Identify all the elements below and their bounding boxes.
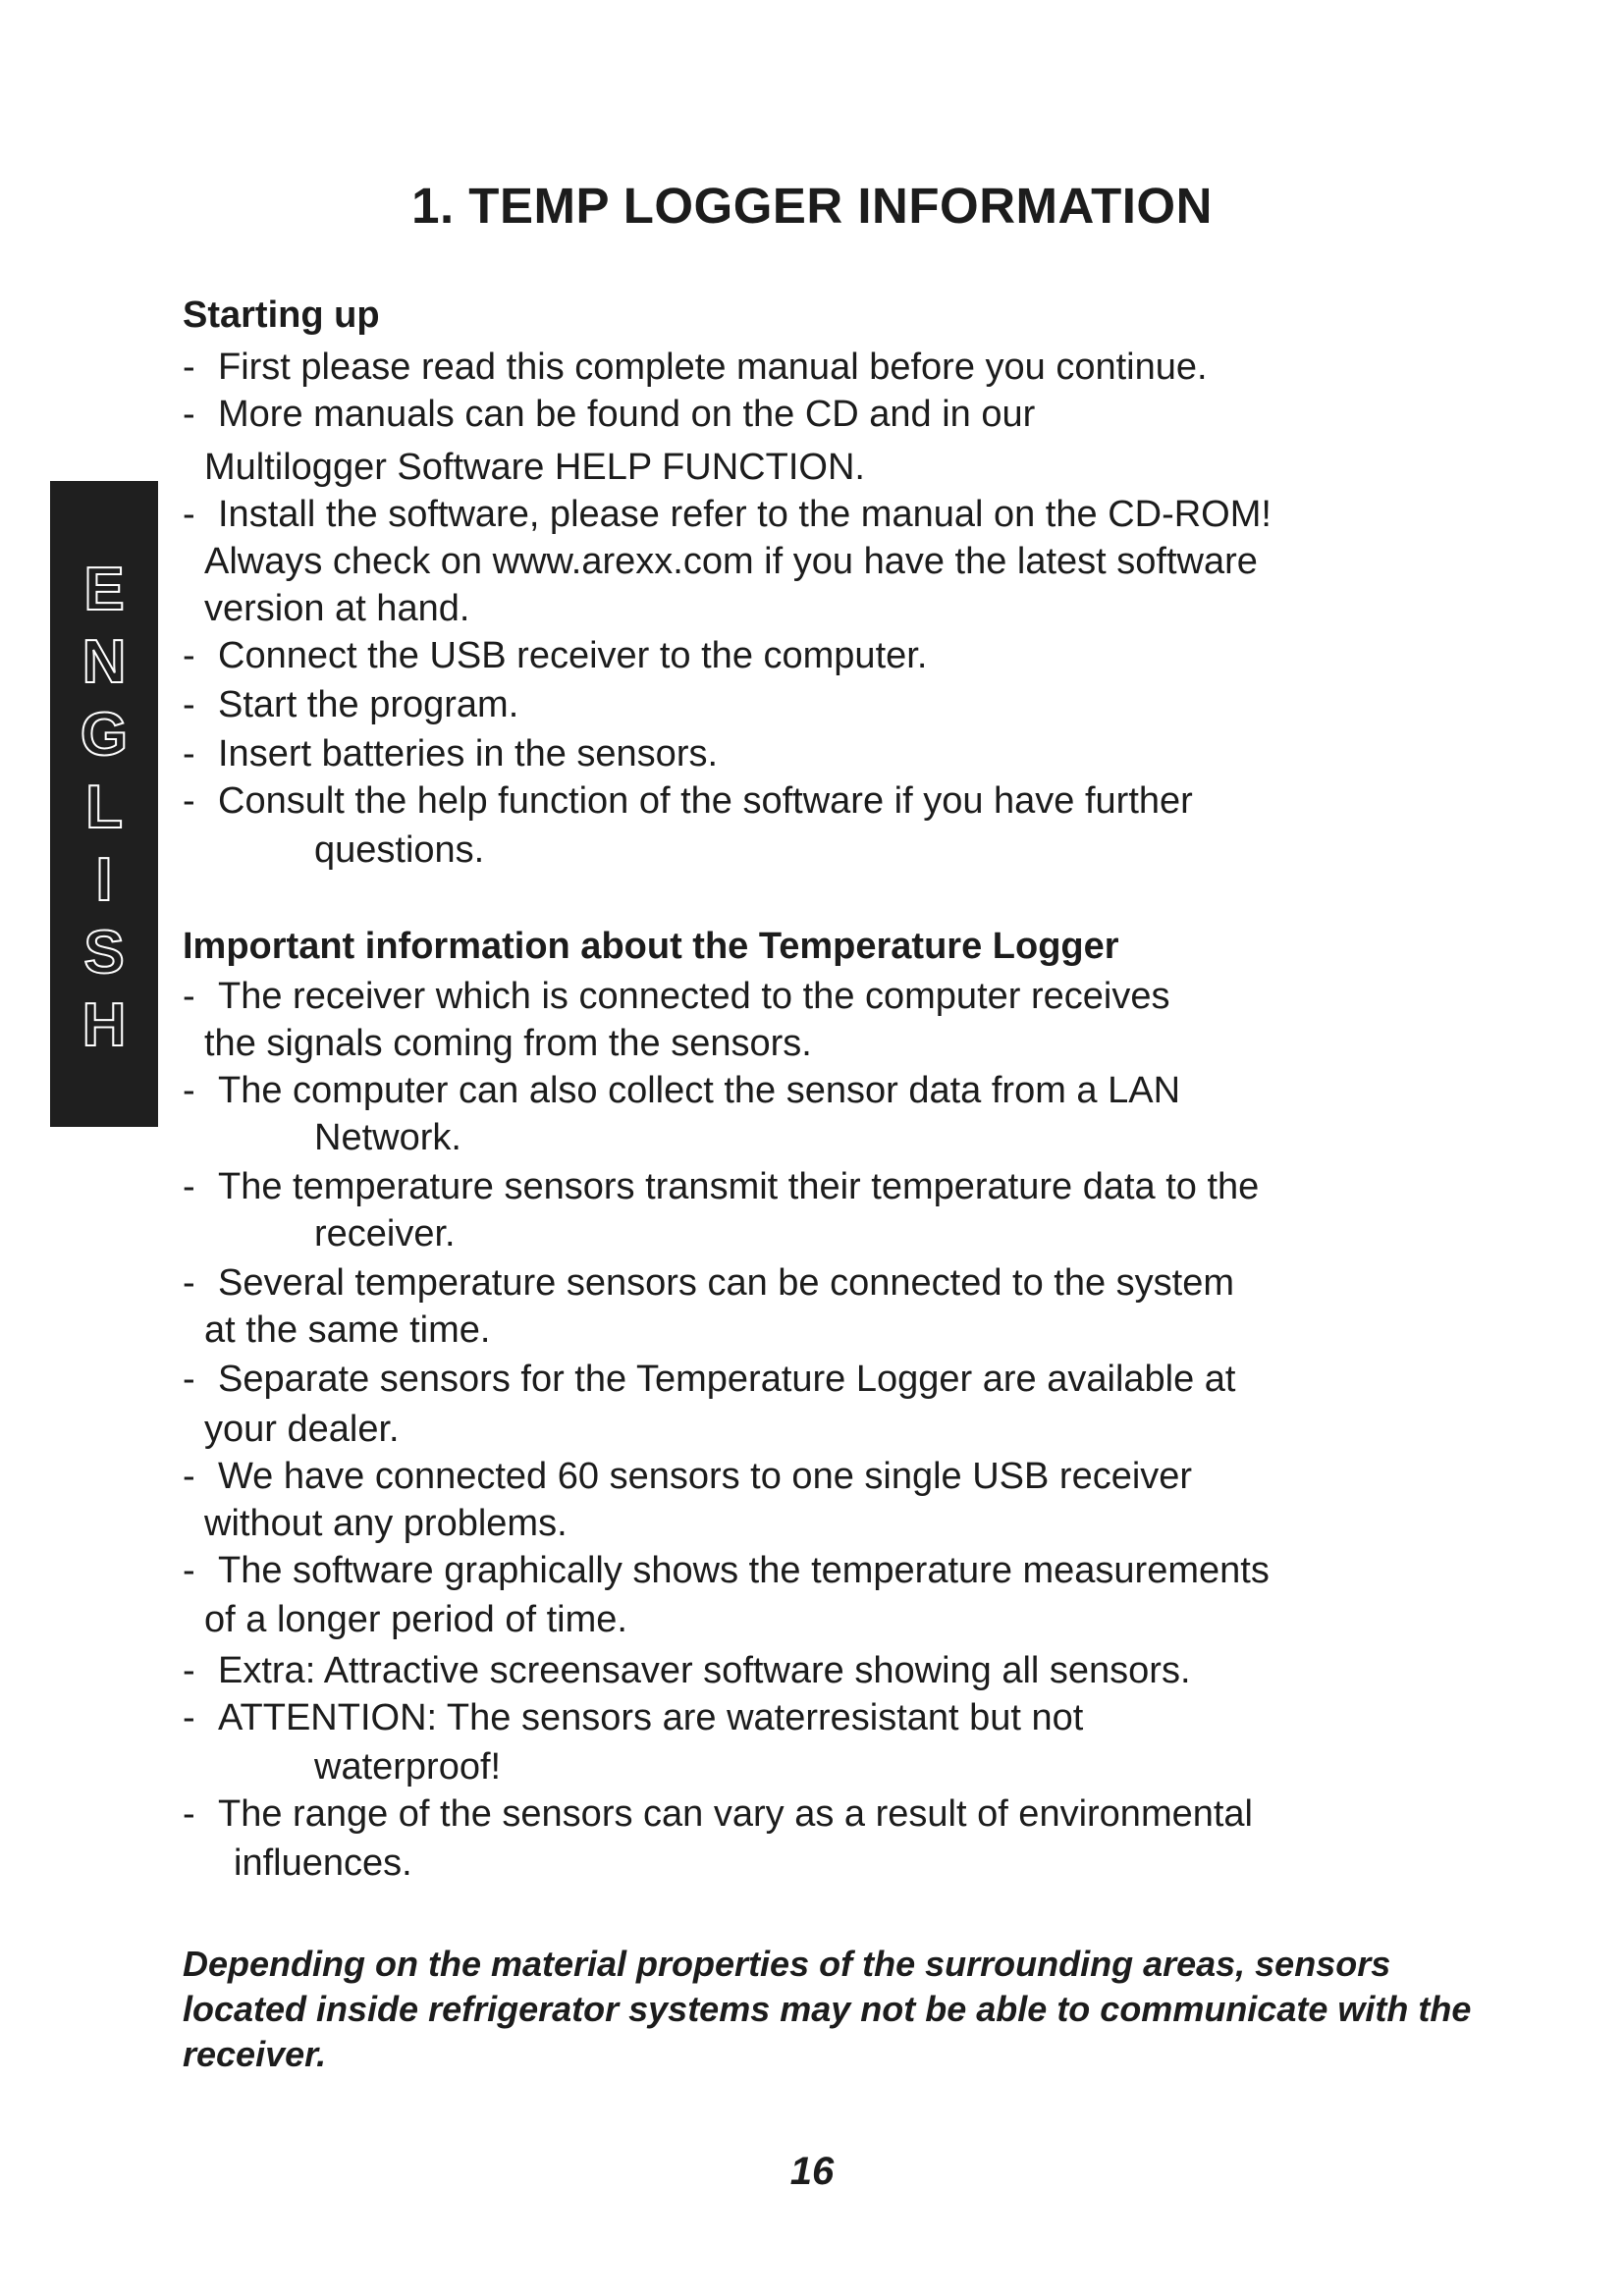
list-item-continuation: without any problems. [204, 1503, 568, 1544]
bullet-dash: - [183, 1550, 195, 1591]
bullet-dash: - [183, 1359, 195, 1400]
list-item-text: The computer can also collect the sensor data from a LAN [218, 1070, 1181, 1111]
bullet-dash: - [183, 733, 195, 774]
list-item-text: Start the program. [218, 684, 519, 725]
list-item-text: The temperature sensors transmit their temperature data to the [218, 1166, 1260, 1207]
list-item-continuation: Multilogger Software HELP FUNCTION. [204, 447, 865, 488]
list-item-continuation: the signals coming from the sensors. [204, 1023, 812, 1064]
list-item-text: Separate sensors for the Temperature Logger are available at [218, 1359, 1236, 1400]
list-item-text: More manuals can be found on the CD and in our [218, 394, 1036, 435]
list-item-text: We have connected 60 sensors to one single USB receiver [218, 1456, 1193, 1497]
list-item-continuation: waterproof! [314, 1746, 502, 1788]
list-item-text: Extra: Attractive screensaver software showing all sensors. [218, 1650, 1191, 1691]
refrigerator-note: Depending on the material properties of the surrounding areas, sensors located inside refrigerator systems may not be able to communicate with the receiver. [183, 1944, 1472, 2074]
page-title: 1. TEMP LOGGER INFORMATION [411, 178, 1213, 234]
bullet-dash: - [183, 1697, 195, 1738]
bullet-dash: - [183, 394, 195, 435]
side-tab-letter: E [83, 556, 125, 623]
list-item-text: Consult the help function of the software if you have further [218, 780, 1193, 822]
bullet-dash: - [183, 1650, 195, 1691]
bullet-dash: - [183, 1166, 195, 1207]
language-side-tab [50, 481, 158, 1127]
list-item-text: Connect the USB receiver to the computer. [218, 635, 928, 676]
section-heading-important-information: Important information about the Temperature Logger [183, 926, 1119, 967]
side-tab-letter: N [81, 628, 127, 696]
side-tab-letter: H [81, 991, 127, 1059]
bullet-dash: - [183, 780, 195, 822]
list-item-text: First please read this complete manual before you continue. [218, 347, 1208, 388]
bullet-dash: - [183, 976, 195, 1017]
list-item-text: The software graphically shows the temperature measurements [218, 1550, 1270, 1591]
side-tab-letter: S [83, 919, 125, 987]
list-item-text: The range of the sensors can vary as a result of environmental [218, 1793, 1253, 1835]
side-tab-letter: L [85, 774, 123, 841]
list-item-text: Install the software, please refer to the manual on the CD-ROM! [218, 494, 1272, 535]
bullet-dash: - [183, 1793, 195, 1835]
list-item-continuation: of a longer period of time. [204, 1599, 627, 1640]
bullet-dash: - [183, 635, 195, 676]
list-item-continuation: Always check on www.arexx.com if you have the latest software [204, 541, 1258, 582]
bullet-dash: - [183, 1456, 195, 1497]
list-item-continuation: questions. [314, 829, 485, 871]
section-heading-starting-up: Starting up [183, 294, 380, 336]
side-tab-letter: G [80, 701, 129, 769]
bullet-dash: - [183, 347, 195, 388]
list-item-continuation: at the same time. [204, 1309, 491, 1351]
list-item-continuation: receiver. [314, 1213, 456, 1255]
list-item-text: Insert batteries in the sensors. [218, 733, 719, 774]
page-number: 16 [789, 2150, 835, 2193]
bullet-dash: - [183, 1070, 195, 1111]
side-tab-letter: I [95, 846, 113, 914]
list-item-continuation: version at hand. [204, 588, 470, 629]
list-item-text: ATTENTION: The sensors are waterresistant but not [218, 1697, 1084, 1738]
bullet-dash: - [183, 494, 195, 535]
list-item-text: The receiver which is connected to the computer receives [218, 976, 1170, 1017]
bullet-dash: - [183, 684, 195, 725]
list-item-text: Several temperature sensors can be connected to the system [218, 1262, 1234, 1304]
bullet-dash: - [183, 1262, 195, 1304]
list-item-continuation: influences. [234, 1842, 412, 1884]
list-item-continuation: your dealer. [204, 1409, 400, 1450]
list-item-continuation: Network. [314, 1117, 461, 1158]
